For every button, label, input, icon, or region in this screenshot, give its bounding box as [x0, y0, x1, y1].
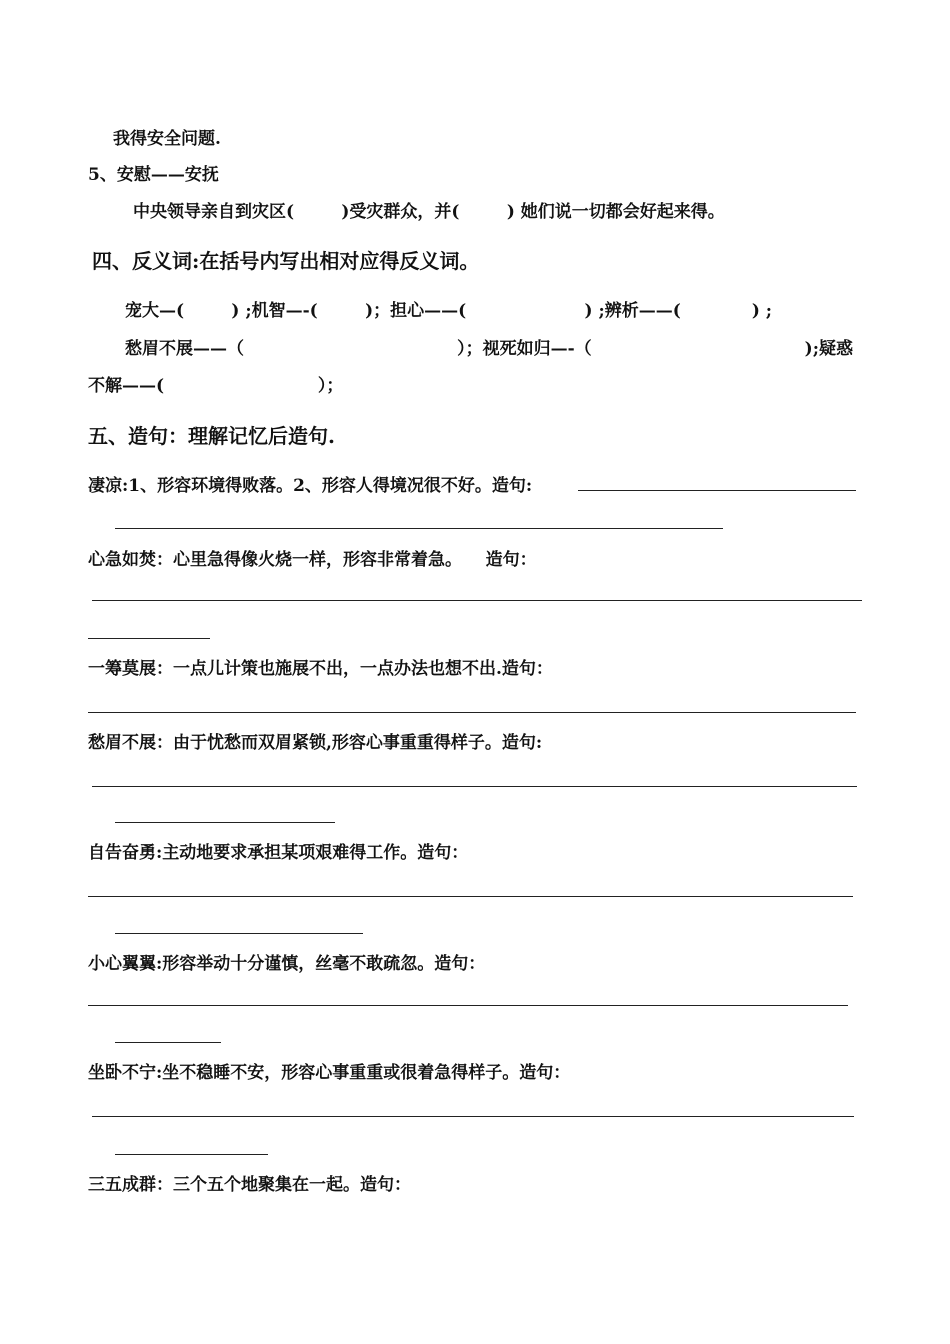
text-line-safety: 我得安全问题.	[113, 129, 221, 149]
sentence-prompt-zigaofenyong: 自告奋勇:主动地要求承担某项艰难得工作。造句：	[88, 843, 469, 863]
sentence-prompt-sanwuchengqun: 三五成群：三个五个地聚集在一起。造句：	[88, 1175, 411, 1195]
sentence-prompt-qiliang: 凄凉:1、形容环境得败落。2、形容人得境况很不好。造句:	[88, 476, 533, 496]
sentence-prompt-xiaoxinyiyi: 小心翼翼:形容举动十分谨慎，丝毫不敢疏忽。造句：	[88, 954, 486, 974]
answer-line[interactable]	[88, 638, 210, 639]
antonym-line-1: 宠大—( ) ;机智—-( )；担心——( ) ;辨析——( ) ;	[125, 301, 773, 321]
sentence-prompt-yichoumozhan: 一筹莫展：一点儿计策也施展不出，一点办法也想不出.造句：	[88, 659, 553, 679]
answer-line[interactable]	[578, 490, 856, 491]
sentence-prompt-xinjirufen: 心急如焚：心里急得像火烧一样，形容非常着急。 造句：	[88, 550, 537, 570]
question-5-sentence: 中央领导亲自到灾区( )受灾群众，并( ) 她们说一切都会好起来得。	[133, 202, 725, 222]
section-4-heading: 四、反义词:在括号内写出相对应得反义词。	[92, 249, 480, 273]
sentence-prompt-choumeibuzhan: 愁眉不展：由于忧愁而双眉紧锁,形容心事重重得样子。造句:	[88, 733, 543, 753]
section-5-heading: 五、造句：理解记忆后造句.	[88, 424, 335, 448]
question-5-title: 5、安慰——安抚	[88, 165, 219, 185]
answer-line[interactable]	[115, 1042, 221, 1043]
answer-line[interactable]	[92, 786, 857, 787]
answer-line[interactable]	[115, 1154, 268, 1155]
answer-line[interactable]	[115, 528, 723, 529]
answer-line[interactable]	[88, 1005, 848, 1006]
antonym-line-2: 愁眉不展——（ ）；视死如归—-（ );疑惑	[125, 339, 854, 359]
antonym-line-3: 不解——( ）；	[88, 376, 344, 396]
answer-line[interactable]	[92, 1116, 854, 1117]
sentence-prompt-zuowobuning: 坐卧不宁:坐不稳睡不安，形容心事重重或很着急得样子。造句：	[88, 1063, 571, 1083]
answer-line[interactable]	[88, 712, 856, 713]
answer-line[interactable]	[115, 933, 363, 934]
answer-line[interactable]	[88, 896, 853, 897]
answer-line[interactable]	[115, 822, 335, 823]
answer-line[interactable]	[92, 600, 862, 601]
